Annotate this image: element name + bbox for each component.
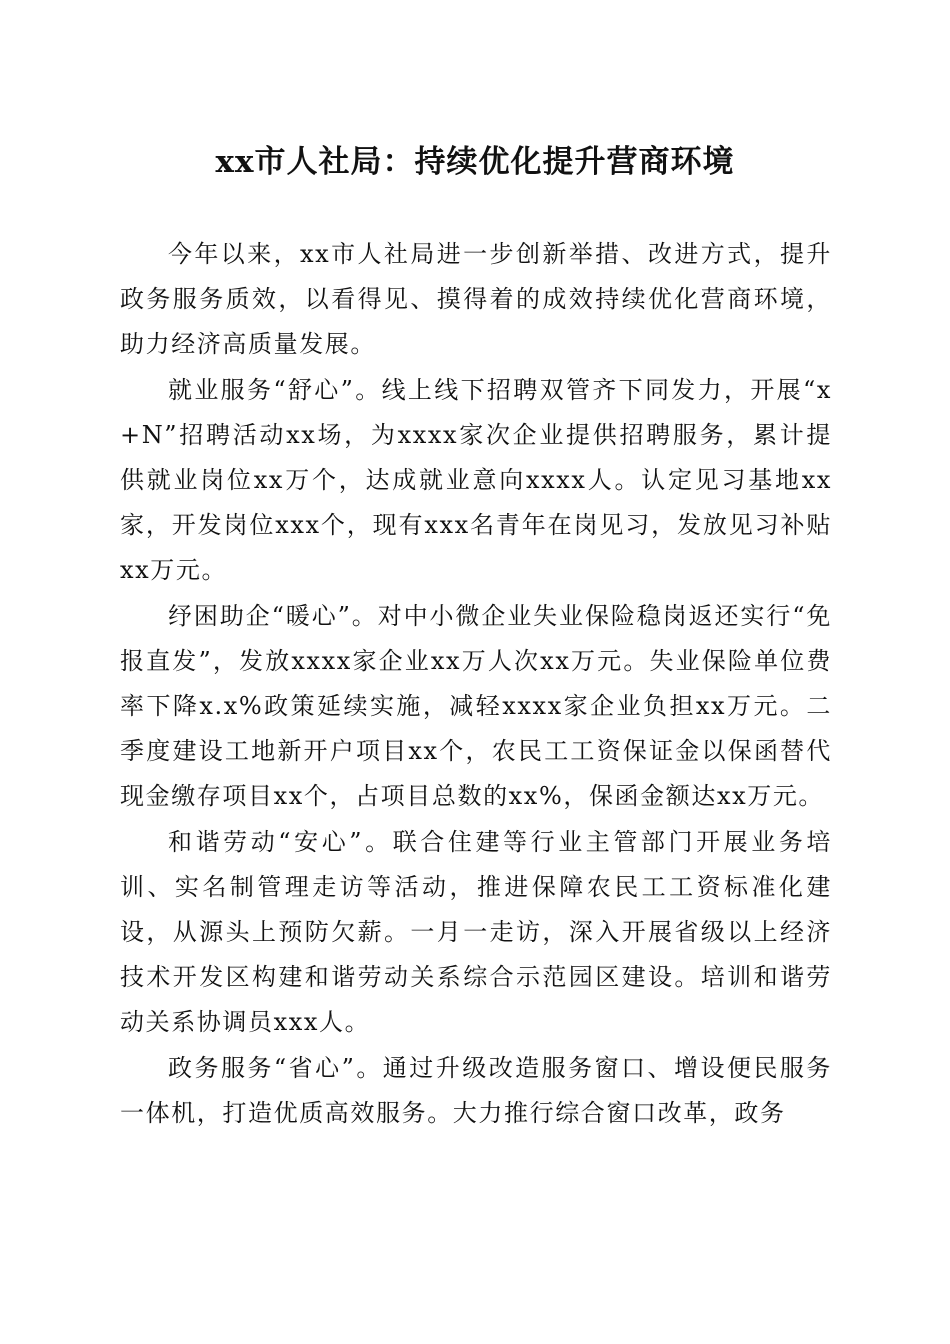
paragraph-harmonious-labor: 和谐劳动“安心”。联合住建等行业主管部门开展业务培训、实名制管理走访等活动，推进保障农民工工资标准化建设，从源头上预防欠薪。一月一走访，深入开展省级以上经济技术开发区构建和谐劳动关系综合示范园区建设。培训和谐劳动关系协调员xxx人。 xyxy=(120,827,832,1037)
paragraph-intro: 今年以来，xx市人社局进一步创新举措、改进方式，提升政务服务质效，以看得见、摸得着的成效持续优化营商环境，助力经济高质量发展。 xyxy=(120,240,832,359)
paragraph-employment-service: 就业服务“舒心”。线上线下招聘双管齐下同发力，开展“x+N”招聘活动xx场，为xxxx家次企业提供招聘服务，累计提供就业岗位xx万个，达成就业意向xxxx人。认定见习基地xx家，开发岗位xxx个，现有xxx名青年在岗见习，发放见习补贴xx万元。 xyxy=(120,375,832,585)
document-body xyxy=(120,232,832,1136)
document-title: xx市人社局：持续优化提升营商环境 xyxy=(215,144,735,180)
paragraph-enterprise-relief: 纾困助企“暖心”。对中小微企业失业保险稳岗返还实行“免报直发”，发放xxxx家企业xx万人次xx万元。失业保险单位费率下降x.x%政策延续实施，减轻xxxx家企业负担xx万元。二季度建设工地新开户项目xx个，农民工工资保证金以保函替代现金缴存项目xx个，占项目总数的xx%，保函金额达xx万元。 xyxy=(120,601,832,811)
paragraph-government-service: 政务服务“省心”。通过升级改造服务窗口、增设便民服务一体机，打造优质高效服务。大力推行综合窗口改革，政务 xyxy=(120,1053,832,1127)
